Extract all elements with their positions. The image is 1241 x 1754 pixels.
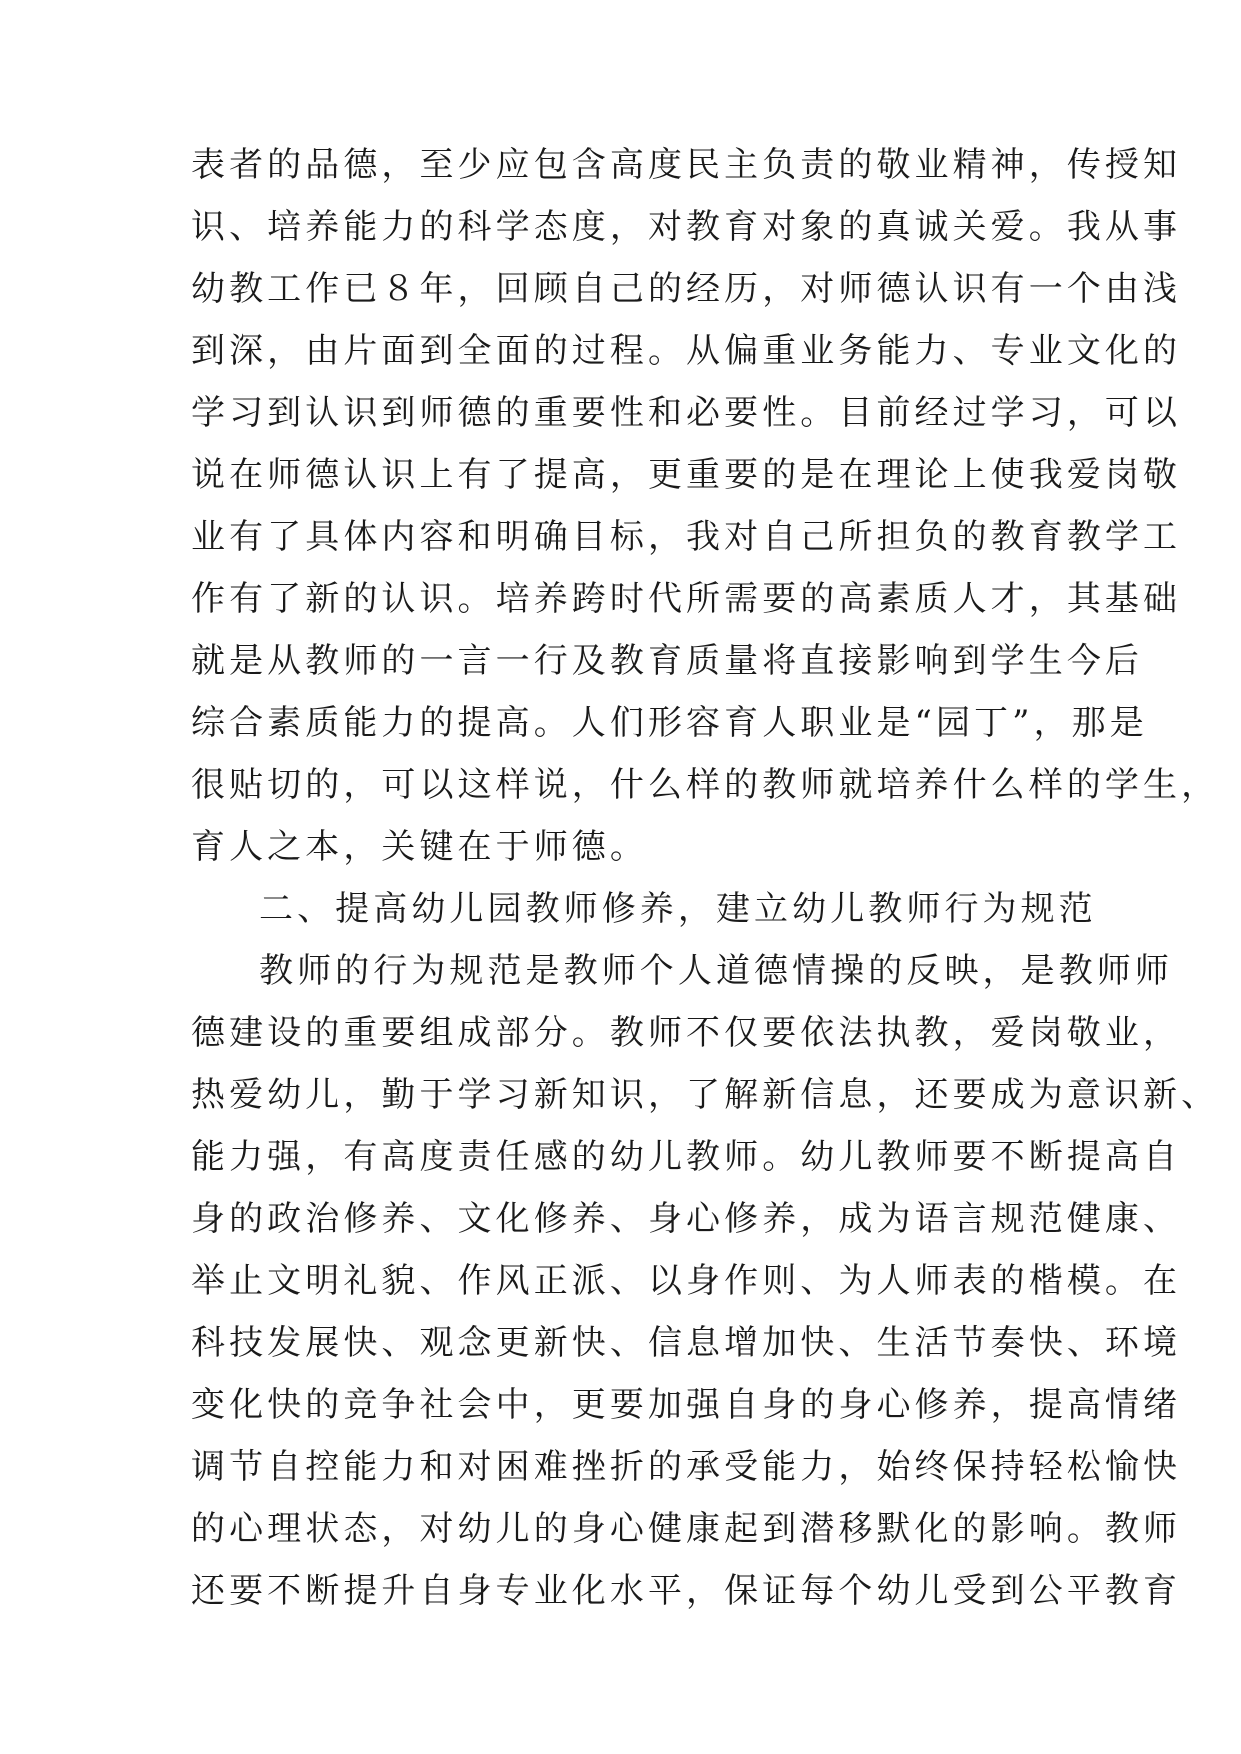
text-line: 的心理状态，对幼儿的身心健康起到潜移默化的影响。教师 bbox=[191, 1509, 1182, 1549]
text-line: 表者的品德，至少应包含高度民主负责的敬业精神，传授知 bbox=[191, 145, 1182, 185]
text-line: 调节自控能力和对困难挫折的承受能力，始终保持轻松愉快 bbox=[191, 1447, 1182, 1487]
text-line: 学习到认识到师德的重要性和必要性。目前经过学习，可以 bbox=[191, 393, 1182, 433]
text-line: 综合素质能力的提高。人们形容育人职业是“园丁”，那是 bbox=[191, 703, 1148, 743]
text-line: 说在师德认识上有了提高，更重要的是在理论上使我爱岗敬 bbox=[191, 455, 1182, 495]
paragraph-first-line: 教师的行为规范是教师个人道德情操的反映，是教师师 bbox=[259, 951, 1173, 991]
text-line: 业有了具体内容和明确目标，我对自己所担负的教育教学工 bbox=[191, 517, 1182, 557]
text-line: 举止文明礼貌、作风正派、以身作则、为人师表的楷模。在 bbox=[191, 1261, 1182, 1301]
text-line: 就是从教师的一言一行及教育质量将直接影响到学生今后 bbox=[191, 641, 1143, 681]
text-line: 育人之本，关键在于师德。 bbox=[191, 827, 648, 867]
text-line: 幼教工作已８年，回顾自己的经历，对师德认识有一个由浅 bbox=[191, 269, 1182, 309]
text-line: 德建设的重要组成部分。教师不仅要依法执教，爱岗敬业， bbox=[191, 1013, 1182, 1053]
text-line: 变化快的竞争社会中，更要加强自身的身心修养，提高情绪 bbox=[191, 1385, 1182, 1425]
text-line: 作有了新的认识。培养跨时代所需要的高素质人才，其基础 bbox=[191, 579, 1182, 619]
text-line: 热爱幼儿，勤于学习新知识，了解新信息，还要成为意识新、 bbox=[191, 1075, 1220, 1115]
text-line: 科技发展快、观念更新快、信息增加快、生活节奏快、环境 bbox=[191, 1323, 1182, 1363]
text-line: 识、培养能力的科学态度，对教育对象的真诚关爱。我从事 bbox=[191, 207, 1182, 247]
text-line: 还要不断提升自身专业化水平，保证每个幼儿受到公平教育 bbox=[191, 1571, 1182, 1611]
section-heading: 二、提高幼儿园教师修养，建立幼儿教师行为规范 bbox=[259, 889, 1097, 929]
text-line: 很贴切的，可以这样说，什么样的教师就培养什么样的学生， bbox=[191, 765, 1220, 805]
text-line: 身的政治修养、文化修养、身心修养，成为语言规范健康、 bbox=[191, 1199, 1182, 1239]
text-line: 到深，由片面到全面的过程。从偏重业务能力、专业文化的 bbox=[191, 331, 1182, 371]
text-line: 能力强，有高度责任感的幼儿教师。幼儿教师要不断提高自 bbox=[191, 1137, 1182, 1177]
